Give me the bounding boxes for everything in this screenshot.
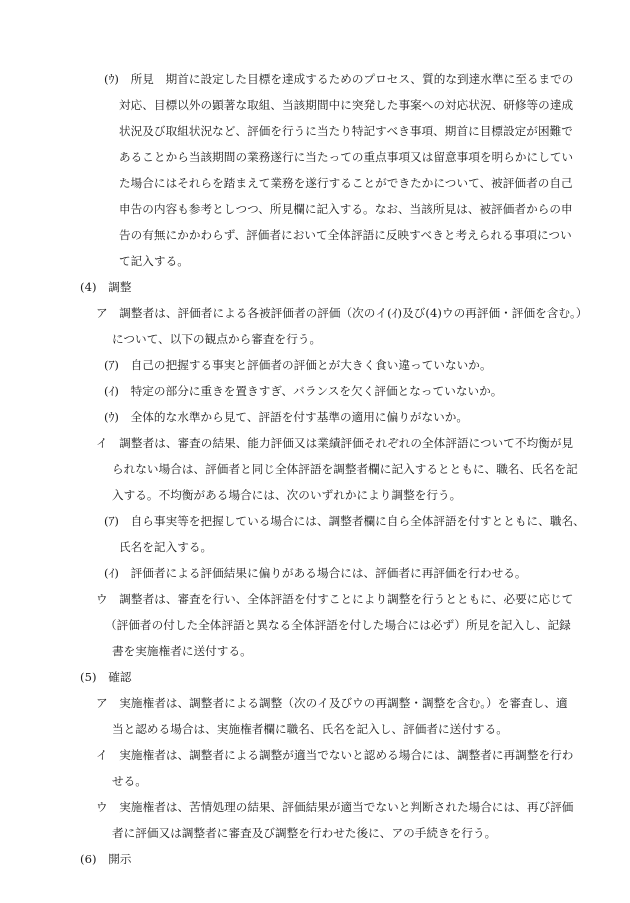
item-u-shoken-line-4: あることから当該期間の業務遂行に当たっての重点事項又は留意事項を明らかにしてい bbox=[119, 150, 574, 164]
adjustment-a-line-2: について、以下の観点から審査を行う。 bbox=[112, 332, 322, 346]
confirmation-u-line-2: 者に評価又は調整者に審査及び調整を行わせた後に、アの手続きを行う。 bbox=[112, 826, 497, 840]
adjustment-i-sub-a-line-1: (ｱ) 自ら事実等を把握している場合には、調整者欄に自ら全体評語を付すとともに、職名、 bbox=[104, 514, 585, 528]
adjustment-a-line-1: ア 調整者は、評価者による各被評価者の評価（次のイ(ｲ)及び(4)ウの再評価・評価を含む。） bbox=[96, 306, 588, 320]
item-u-shoken-line-1: (ｳ) 所見 期首に設定した目標を達成するためのプロセス、質的な到達水準に至るまでの bbox=[104, 72, 574, 86]
section-heading-disclosure: (6) 開示 bbox=[80, 852, 132, 866]
item-u-shoken-line-8: て記入する。 bbox=[119, 254, 189, 268]
item-u-shoken-line-7: 告の有無にかかわらず、評価者において全体評語に反映すべきと考えられる事項につい bbox=[119, 228, 572, 242]
item-u-shoken-line-2: 対応、目標以外の顕著な取組、当該期間中に突発した事案への対応状況、研修等の達成 bbox=[119, 98, 574, 112]
adjustment-u-line-1: ウ 調整者は、審査を行い、全体評語を付すことにより調整を行うとともに、必要に応じて bbox=[96, 592, 574, 606]
adjustment-u-line-2: （評価者の付した全体評語と異なる全体評語を付した場合には必ず）所見を記入し、記録 bbox=[105, 618, 571, 632]
adjustment-a-sub-u: (ｳ) 全体的な水準から見て、評語を付す基準の適用に偏りがないか。 bbox=[104, 410, 469, 424]
item-u-shoken-line-3: 状況及び取組状況など、評価を行うに当たり特記すべき事項、期首に目標設定が困難で bbox=[119, 124, 573, 138]
adjustment-i-line-3: 入する。不均衡がある場合には、次のいずれかにより調整を行う。 bbox=[112, 488, 462, 502]
adjustment-i-sub-a-line-2: 氏名を記入する。 bbox=[119, 540, 213, 554]
adjustment-i-line-2: られない場合は、評価者と同じ全体評語を調整者欄に記入するとともに、職名、氏名を記 bbox=[112, 462, 578, 476]
section-heading-confirmation: (5) 確認 bbox=[80, 670, 132, 684]
confirmation-i-line-1: イ 実施権者は、調整者による調整が適当でないと認める場合には、調整者に再調整を行わ bbox=[96, 748, 574, 762]
confirmation-i-line-2: せる。 bbox=[112, 774, 147, 788]
confirmation-a-line-2: 当と認める場合は、実施権者欄に職名、氏名を記入し、評価者に送付する。 bbox=[112, 722, 508, 736]
confirmation-a-line-1: ア 実施権者は、調整者による調整（次のイ及びウの再調整・調整を含む。）を審査し、適 bbox=[96, 696, 568, 710]
adjustment-u-line-3: 書を実施権者に送付する。 bbox=[112, 644, 252, 658]
adjustment-a-sub-i: (ｲ) 特定の部分に重きを置きすぎ、バランスを欠く評価となっていないか。 bbox=[104, 384, 503, 398]
adjustment-i-line-1: イ 調整者は、審査の結果、能力評価又は業績評価それぞれの全体評語について不均衡が見 bbox=[96, 436, 574, 450]
item-u-shoken-line-6: 申告の内容も参考としつつ、所見欄に記入する。なお、当該所見は、被評価者からの申 bbox=[119, 202, 573, 216]
adjustment-a-sub-a: (ｱ) 自己の把握する事実と評価者の評価とが大きく食い違っていないか。 bbox=[104, 358, 492, 372]
item-u-shoken-line-5: た場合にはそれらを踏まえて業務を遂行することができたかについて、被評価者の自己 bbox=[119, 176, 573, 190]
section-heading-adjustment: (4) 調整 bbox=[80, 280, 132, 294]
adjustment-i-sub-i: (ｲ) 評価者による評価結果に偏りがある場合には、評価者に再評価を行わせる。 bbox=[104, 566, 527, 580]
confirmation-u-line-1: ウ 実施権者は、苦情処理の結果、評価結果が適当でないと判断された場合には、再び評価 bbox=[96, 800, 574, 814]
